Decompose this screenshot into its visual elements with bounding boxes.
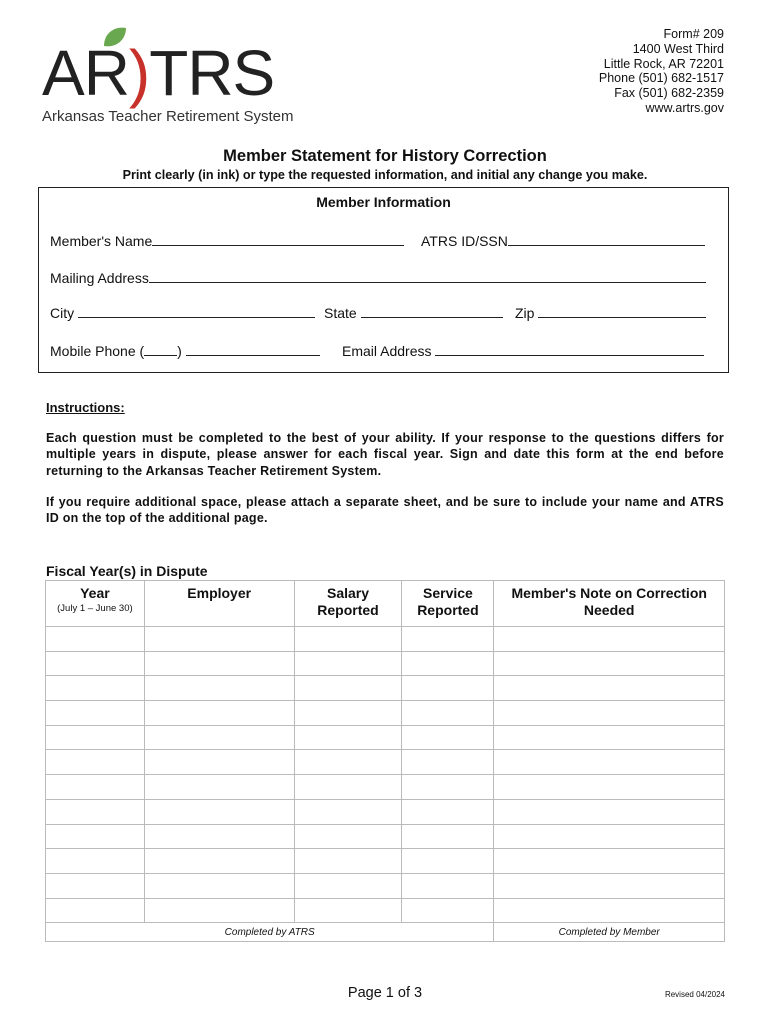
year-cell[interactable] xyxy=(46,898,145,923)
atrs-id-field[interactable] xyxy=(421,233,705,249)
table-row xyxy=(46,799,725,824)
completed-by-atrs: Completed by ATRS xyxy=(46,923,494,942)
note-cell[interactable] xyxy=(494,849,725,874)
city-line[interactable] xyxy=(78,305,315,318)
street-address: 1400 West Third xyxy=(632,41,724,56)
logo-text: AR)TRS xyxy=(42,37,275,109)
mobile-phone-field[interactable] xyxy=(50,343,320,359)
note-cell[interactable] xyxy=(494,750,725,775)
atrs-id-line[interactable] xyxy=(508,233,705,246)
employer-header: Employer xyxy=(144,581,294,627)
atrs-id-label: ATRS ID/SSN xyxy=(421,233,508,249)
table-row xyxy=(46,873,725,898)
service-cell[interactable] xyxy=(402,750,494,775)
service-cell[interactable] xyxy=(402,849,494,874)
member-information-heading: Member Information xyxy=(316,194,451,210)
year-cell[interactable] xyxy=(46,676,145,701)
year-cell[interactable] xyxy=(46,651,145,676)
instructions-paragraph-1: Each question must be completed to the best of your ability. If your response to the questions differs for multiple years in dispute, please answer for each fiscal year. Sign and date this form at the end before returning to the Arkansas Teacher Retirement System. xyxy=(46,431,724,478)
note-cell[interactable] xyxy=(494,775,725,800)
employer-cell[interactable] xyxy=(144,627,294,652)
note-cell[interactable] xyxy=(494,676,725,701)
salary-cell[interactable] xyxy=(294,725,402,750)
year-header xyxy=(46,581,145,627)
year-cell[interactable] xyxy=(46,750,145,775)
table-row xyxy=(46,627,725,652)
year-cell[interactable] xyxy=(46,701,145,726)
salary-cell[interactable] xyxy=(294,775,402,800)
zip-line[interactable] xyxy=(538,305,706,318)
employer-cell[interactable] xyxy=(144,775,294,800)
form-title: Member Statement for History Correction xyxy=(223,147,547,165)
table-row xyxy=(46,898,725,923)
employer-cell[interactable] xyxy=(144,849,294,874)
completed-by-member: Completed by Member xyxy=(494,923,725,942)
salary-cell[interactable] xyxy=(294,873,402,898)
year-cell[interactable] xyxy=(46,775,145,800)
salary-cell[interactable] xyxy=(294,750,402,775)
member-name-line[interactable] xyxy=(152,233,404,246)
service-cell[interactable] xyxy=(402,799,494,824)
note-cell[interactable] xyxy=(494,898,725,923)
employer-cell[interactable] xyxy=(144,701,294,726)
state-line[interactable] xyxy=(361,305,503,318)
year-header-label: Year xyxy=(80,585,110,601)
service-cell[interactable] xyxy=(402,898,494,923)
salary-cell[interactable] xyxy=(294,701,402,726)
fiscal-year-table xyxy=(45,580,725,942)
employer-cell[interactable] xyxy=(144,824,294,849)
mailing-address-field[interactable] xyxy=(50,270,706,286)
mobile-phone-label: Mobile Phone ( xyxy=(50,343,145,359)
table-row xyxy=(46,651,725,676)
note-cell[interactable] xyxy=(494,824,725,849)
email-label: Email Address xyxy=(342,343,432,359)
service-cell[interactable] xyxy=(402,873,494,898)
service-cell[interactable] xyxy=(402,701,494,726)
salary-cell[interactable] xyxy=(294,651,402,676)
mailing-address-line[interactable] xyxy=(149,270,706,283)
salary-cell[interactable] xyxy=(294,824,402,849)
phone-number: Phone (501) 682-1517 xyxy=(598,71,724,86)
form-subtitle: Print clearly (in ink) or type the requested information, and initial any change you make. xyxy=(122,168,648,182)
note-cell[interactable] xyxy=(494,627,725,652)
employer-cell[interactable] xyxy=(144,676,294,701)
note-cell[interactable] xyxy=(494,799,725,824)
member-name-field[interactable] xyxy=(50,233,404,249)
table-row xyxy=(46,824,725,849)
logo-wordmark xyxy=(42,38,274,108)
year-cell[interactable] xyxy=(46,849,145,874)
employer-cell[interactable] xyxy=(144,873,294,898)
zip-field[interactable] xyxy=(515,305,706,321)
year-cell[interactable] xyxy=(46,627,145,652)
salary-cell[interactable] xyxy=(294,849,402,874)
table-footer-row xyxy=(46,923,725,942)
service-cell[interactable] xyxy=(402,676,494,701)
salary-cell[interactable] xyxy=(294,898,402,923)
email-field[interactable] xyxy=(342,343,704,359)
table-row xyxy=(46,849,725,874)
salary-cell[interactable] xyxy=(294,676,402,701)
employer-cell[interactable] xyxy=(144,799,294,824)
year-cell[interactable] xyxy=(46,799,145,824)
employer-cell[interactable] xyxy=(144,898,294,923)
note-header: Member's Note on Correction Needed xyxy=(494,581,725,627)
revision-date: Revised 04/2024 xyxy=(664,990,725,999)
year-cell[interactable] xyxy=(46,725,145,750)
artrs-logo xyxy=(42,24,302,124)
table-row xyxy=(46,750,725,775)
page-number: Page 1 of 3 xyxy=(347,985,423,1001)
salary-cell[interactable] xyxy=(294,627,402,652)
city-state-zip: Little Rock, AR 72201 xyxy=(603,56,724,71)
employer-cell[interactable] xyxy=(144,750,294,775)
address-block xyxy=(599,27,724,116)
year-cell[interactable] xyxy=(46,824,145,849)
form-number: Form# 209 xyxy=(663,27,724,41)
mailing-address-label: Mailing Address xyxy=(50,270,149,286)
area-code-line[interactable] xyxy=(144,343,177,356)
note-cell[interactable] xyxy=(494,873,725,898)
state-label: State xyxy=(324,305,357,321)
instructions-heading: Instructions: xyxy=(46,400,125,415)
state-field[interactable] xyxy=(324,305,503,321)
table-row xyxy=(46,701,725,726)
service-cell[interactable] xyxy=(402,824,494,849)
table-row xyxy=(46,676,725,701)
service-cell[interactable] xyxy=(402,651,494,676)
fiscal-year-caption: Fiscal Year(s) in Dispute xyxy=(46,563,208,579)
city-field[interactable] xyxy=(50,305,315,321)
table-row xyxy=(46,775,725,800)
employer-cell[interactable] xyxy=(144,725,294,750)
zip-label: Zip xyxy=(515,305,535,321)
member-information-box xyxy=(38,187,729,373)
fax-number: Fax (501) 682-2359 xyxy=(614,86,724,101)
year-cell[interactable] xyxy=(46,873,145,898)
salary-cell[interactable] xyxy=(294,799,402,824)
instructions-paragraph-2: If you require additional space, please attach a separate sheet, and be sure to include your name and ATRS ID on the top of the additional page. xyxy=(46,495,724,526)
note-cell[interactable] xyxy=(494,701,725,726)
mobile-phone-line[interactable] xyxy=(186,343,320,356)
email-line[interactable] xyxy=(435,343,704,356)
year-header-note: (July 1 – June 30) xyxy=(57,603,133,614)
service-cell[interactable] xyxy=(402,725,494,750)
service-header: Service Reported xyxy=(402,581,494,627)
member-name-label: Member's Name xyxy=(50,233,153,249)
city-label: City xyxy=(50,305,75,321)
table-header-row xyxy=(46,581,725,627)
note-cell[interactable] xyxy=(494,725,725,750)
service-cell[interactable] xyxy=(402,775,494,800)
logo-subtitle: Arkansas Teacher Retirement System xyxy=(42,108,294,125)
note-cell[interactable] xyxy=(494,651,725,676)
salary-header: Salary Reported xyxy=(294,581,402,627)
employer-cell[interactable] xyxy=(144,651,294,676)
website: www.artrs.gov xyxy=(645,100,724,115)
service-cell[interactable] xyxy=(402,627,494,652)
table-row xyxy=(46,725,725,750)
mobile-phone-paren: ) xyxy=(177,343,182,359)
